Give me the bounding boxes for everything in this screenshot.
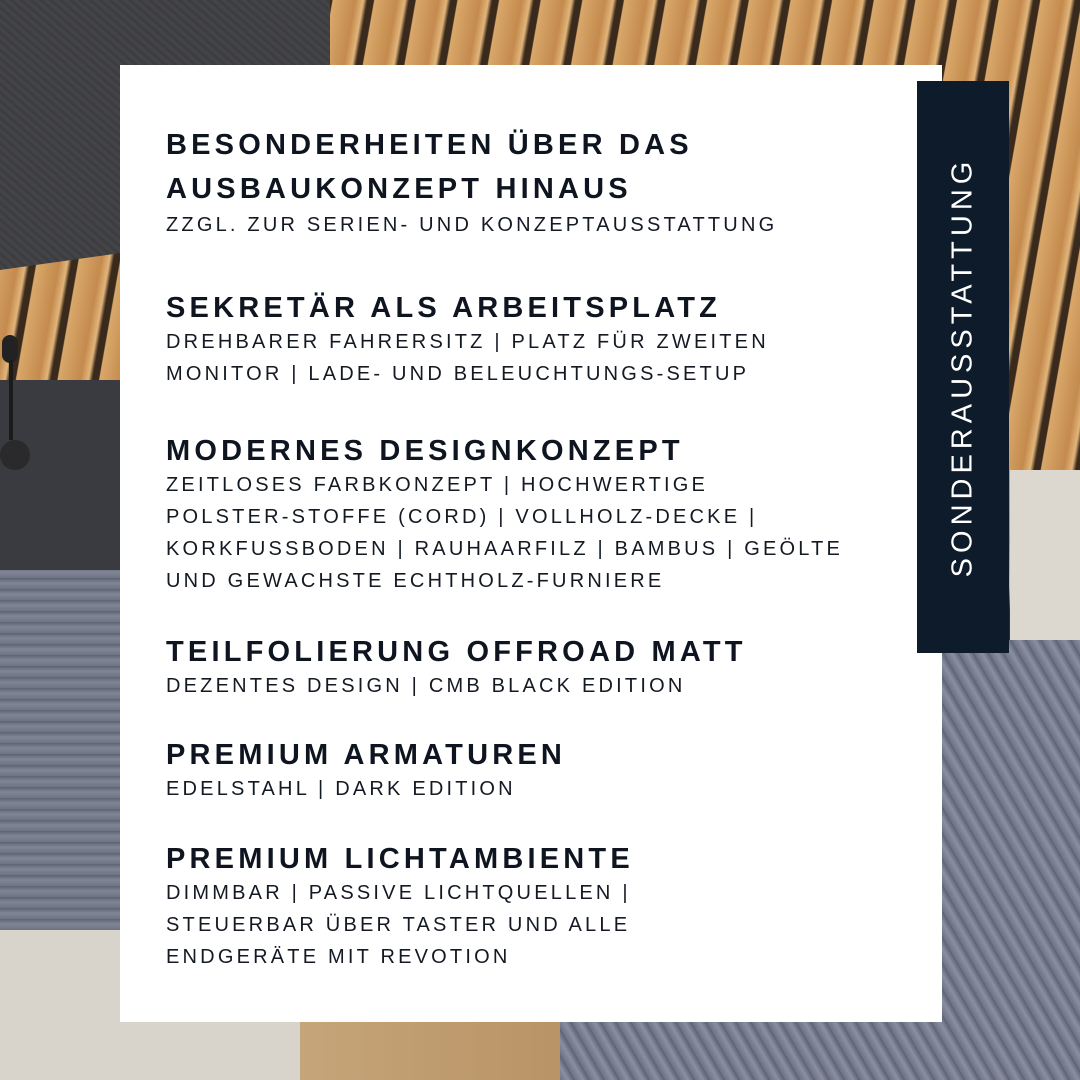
cord-cushion-left — [0, 570, 120, 930]
text-line: DIMMBAR | PASSIVE LICHTQUELLEN | — [166, 882, 631, 904]
section-title — [166, 733, 896, 777]
section-text — [166, 326, 896, 390]
section-designkonzept — [166, 429, 896, 597]
reading-lamp-icon — [2, 335, 18, 363]
text-line: POLSTER-STOFFE (CORD) | VOLLHOLZ-DECKE | — [166, 506, 758, 528]
text-line: EDELSTAHL | DARK EDITION — [166, 778, 516, 800]
section-text — [166, 469, 896, 597]
text-line: ENDGERÄTE MIT REVOTION — [166, 946, 511, 968]
section-besonderheiten — [166, 123, 896, 241]
section-text — [166, 877, 896, 973]
title-line: AUSBAUKONZEPT HINAUS — [166, 173, 632, 205]
text-line: DREHBARER FAHRERSITZ | PLATZ FÜR ZWEITEN — [166, 331, 769, 353]
section-text — [166, 773, 896, 805]
section-text — [166, 209, 896, 241]
title-line: BESONDERHEITEN ÜBER DAS — [166, 129, 693, 161]
section-text — [166, 670, 896, 702]
text-line: ZZGL. ZUR SERIEN- UND KONZEPTAUSSTATTUNG — [166, 214, 778, 236]
lamp-stem — [9, 360, 13, 440]
section-sekretaer — [166, 286, 896, 390]
section-teilfolierung — [166, 630, 896, 702]
text-line: UND GEWACHSTE ECHTHOLZ-FURNIERE — [166, 570, 665, 592]
text-line: KORKFUSSBODEN | RAUHAARFILZ | BAMBUS | GEÖLTE — [166, 538, 844, 560]
tag-label: SONDERAUSSTATTUNG — [946, 156, 979, 578]
sonderausstattung-tag — [917, 81, 1009, 653]
section-armaturen — [166, 733, 896, 805]
title-line: TEILFOLIERUNG OFFROAD MATT — [166, 636, 747, 668]
wall-panel — [1010, 470, 1080, 640]
section-title — [166, 429, 896, 473]
title-line: MODERNES DESIGNKONZEPT — [166, 435, 684, 467]
section-title — [166, 630, 896, 674]
text-line: ZEITLOSES FARBKONZEPT | HOCHWERTIGE — [166, 474, 709, 496]
text-line: DEZENTES DESIGN | CMB BLACK EDITION — [166, 675, 686, 697]
section-title — [166, 286, 896, 330]
section-title — [166, 837, 896, 881]
title-line: PREMIUM LICHTAMBIENTE — [166, 843, 634, 875]
section-title — [166, 123, 896, 211]
lamp-base — [0, 440, 30, 470]
title-line: PREMIUM ARMATUREN — [166, 739, 567, 771]
text-line: STEUERBAR ÜBER TASTER UND ALLE — [166, 914, 631, 936]
section-lichtambiente — [166, 837, 896, 973]
text-line: MONITOR | LADE- UND BELEUCHTUNGS-SETUP — [166, 363, 750, 385]
title-line: SEKRETÄR ALS ARBEITSPLATZ — [166, 292, 722, 324]
